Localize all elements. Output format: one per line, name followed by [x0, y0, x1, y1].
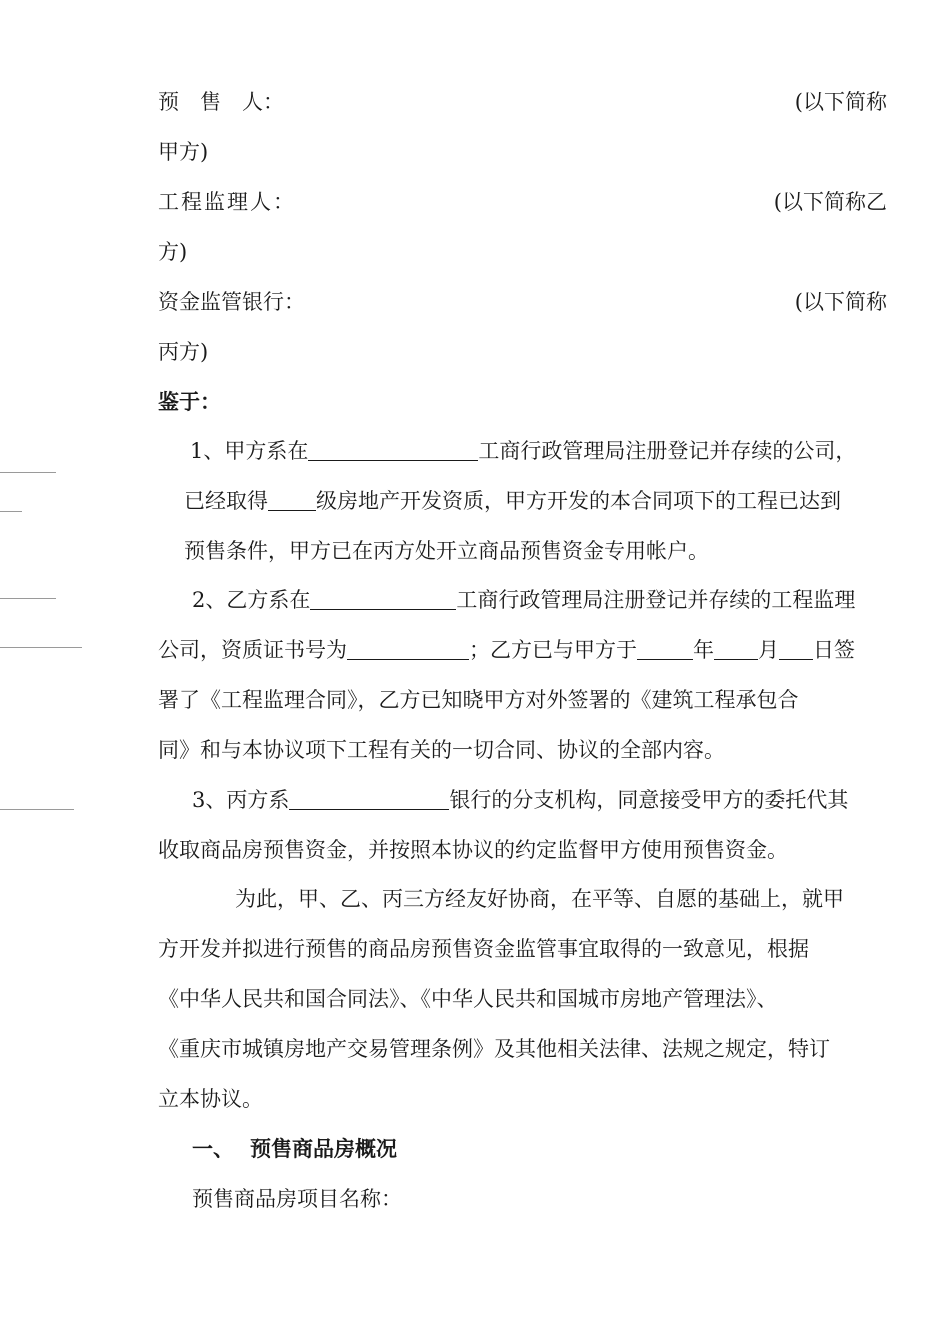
supervisor-wrap: 方) — [158, 240, 188, 264]
clause1-text: 工商行政管理局注册登记并存续的公司， — [478, 439, 857, 463]
preamble-line2: 方开发并拟进行预售的商品房预售资金监管事宜取得的一致意见，根据 — [158, 937, 809, 961]
blank-field — [714, 639, 758, 660]
clause2-start: 2、乙方系在 — [192, 588, 311, 612]
bank-label: 资金监管银行： — [158, 290, 305, 314]
margin-rule — [0, 809, 74, 810]
clause2-line4: 同》和与本协议项下工程有关的一切合同、协议的全部内容。 — [158, 738, 725, 762]
margin-rule — [0, 647, 82, 648]
preamble-line4: 《重庆市城镇房地产交易管理条例》及其他相关法律、法规之规定，特订 — [158, 1037, 830, 1061]
supervisor-label: 工程监理人： — [158, 190, 296, 214]
supervisor-suffix: (以下简称乙 — [773, 190, 887, 214]
preamble-line1: 为此，甲、乙、丙三方经友好协商，在平等、自愿的基础上，就甲 — [235, 887, 844, 911]
clause2-line2 — [158, 637, 855, 663]
section-number: 一、 — [192, 1137, 234, 1161]
clause2-line3: 署了《工程监理合同》，乙方已知晓甲方对外签署的《建筑工程承包合 — [158, 688, 799, 712]
seller-wrap: 甲方) — [158, 140, 209, 164]
clause2-line1 — [192, 587, 855, 613]
clause3-line1 — [192, 787, 848, 813]
blank-field — [347, 639, 469, 660]
clause3-line2: 收取商品房预售资金，并按照本协议的约定监督甲方使用预售资金。 — [158, 838, 788, 862]
clause1-start: 1、甲方系在 — [190, 439, 309, 463]
blank-field — [308, 440, 478, 461]
margin-rule — [0, 472, 56, 473]
seller-label: 预 售 人： — [158, 90, 284, 114]
blank-field — [268, 490, 316, 511]
clause2-year: 年 — [693, 638, 714, 662]
clause2-month: 月 — [758, 638, 779, 662]
seller-suffix: (以下简称 — [794, 90, 887, 114]
clause1-text: 已经取得 — [184, 489, 268, 513]
blank-field — [310, 589, 456, 610]
clause2-text: ；乙方已与甲方于 — [469, 638, 637, 662]
clause2-text: 公司，资质证书号为 — [158, 638, 347, 662]
clause2-day: 日签 — [813, 638, 855, 662]
blank-field — [779, 639, 813, 660]
preamble-line3: 《中华人民共和国合同法》、《中华人民共和国城市房地产管理法》、 — [158, 987, 778, 1011]
project-name-label: 预售商品房项目名称： — [192, 1187, 402, 1211]
margin-rule — [0, 598, 56, 599]
margin-rule — [0, 511, 22, 512]
bank-suffix: (以下简称 — [794, 290, 887, 314]
blank-field — [289, 789, 449, 810]
clause2-text: 工商行政管理局注册登记并存续的工程监理 — [456, 588, 856, 612]
section-title: 预售商品房概况 — [250, 1137, 397, 1161]
clause1-line1 — [190, 438, 856, 464]
clause3-text: 银行的分支机构，同意接受甲方的委托代其 — [449, 788, 849, 812]
clause1-line3: 预售条件，甲方已在丙方处开立商品预售资金专用帐户。 — [184, 539, 709, 563]
clause1-text: 级房地产开发资质，甲方开发的本合同项下的工程已达到 — [316, 489, 841, 513]
clause3-start: 3、丙方系 — [192, 788, 290, 812]
preamble-line5: 立本协议。 — [158, 1087, 263, 1111]
blank-field — [637, 639, 693, 660]
clause1-line2 — [184, 488, 841, 514]
bank-wrap: 丙方) — [158, 340, 209, 364]
whereas-heading: 鉴于： — [158, 390, 221, 414]
